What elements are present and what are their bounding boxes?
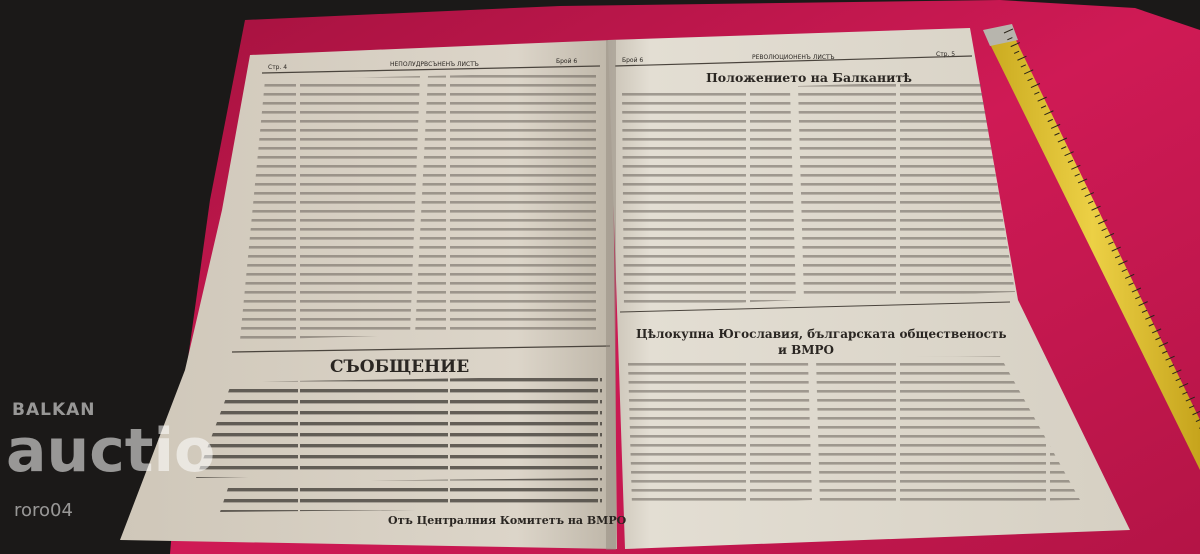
notice-body-text bbox=[196, 376, 602, 478]
left-text-column-2 bbox=[415, 72, 598, 335]
right-header-issue: Брой 6 bbox=[622, 57, 644, 64]
left-header-page: Стр. 4 bbox=[268, 64, 288, 71]
right-text-column-3 bbox=[628, 360, 812, 506]
right-text-column-2 bbox=[798, 80, 1015, 300]
left-header-title: НЕПОЛУДРВСЪНЕНЪ ЛИСТЪ bbox=[390, 61, 479, 68]
page-gutter bbox=[606, 40, 616, 550]
article-title-bottom-line2: и ВМРО bbox=[778, 343, 834, 357]
right-text-column-1 bbox=[622, 88, 796, 308]
left-text-column-1 bbox=[240, 76, 420, 340]
right-header-page: Стр. 5 bbox=[936, 51, 956, 58]
watermark-brand-large: auctio bbox=[6, 416, 216, 486]
watermark-user: roro04 bbox=[14, 500, 73, 521]
notice-title: СЪОБЩЕНИЕ bbox=[330, 357, 470, 377]
left-header-issue: Брой 6 bbox=[556, 58, 578, 65]
right-header-title: РЕВОЛЮЦИОНЕНЪ ЛИСТЪ bbox=[752, 54, 835, 61]
notice-body-text-2 bbox=[220, 478, 602, 512]
article-title-bottom-line1: Цѣлокупна Югославия, българската общественость bbox=[636, 327, 1007, 341]
article-title-top: Положението на Балканитѣ bbox=[706, 70, 912, 85]
watermark-brand-small: BALKAN bbox=[12, 400, 96, 420]
notice-signature: Отъ Централния Комитетъ на ВМРО bbox=[388, 514, 627, 527]
